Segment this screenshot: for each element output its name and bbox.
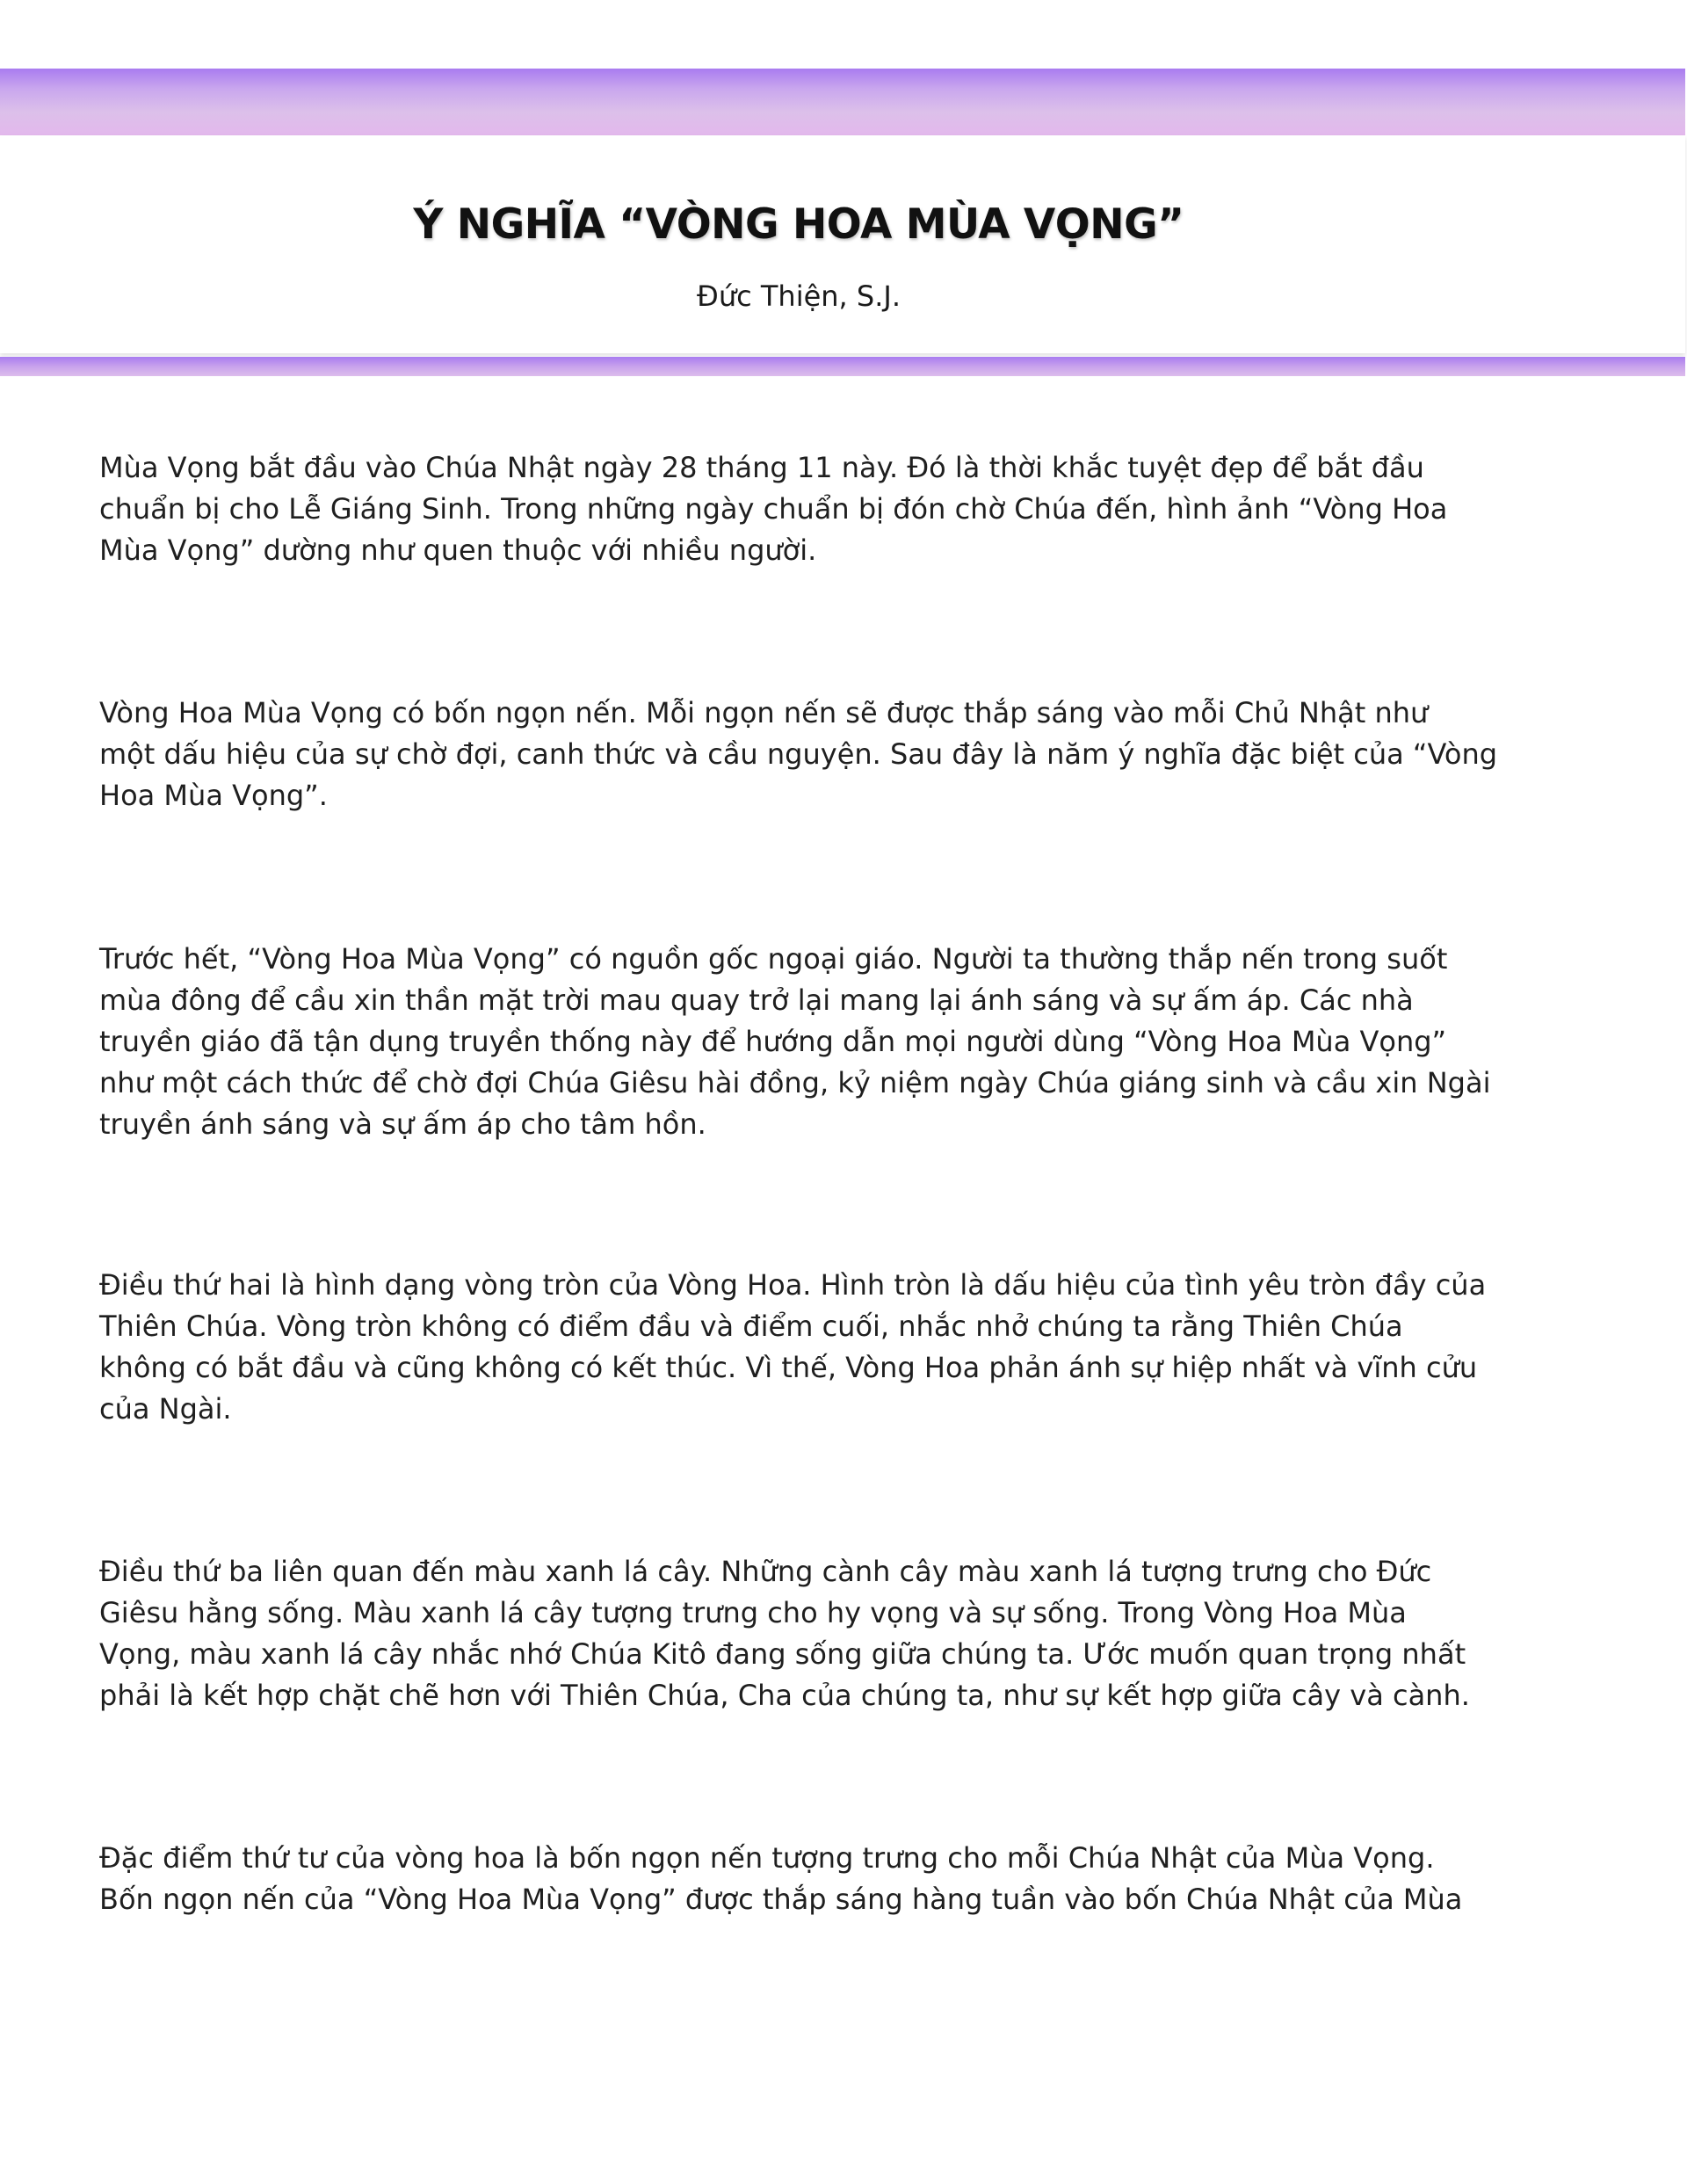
paragraph-circle (99, 1265, 1496, 1430)
paragraph-intro (99, 447, 1496, 571)
text-line: Điều thứ hai là hình dạng vòng tròn của Vòng Hoa. Hình tròn là dấu hiệu của tình yêu tròn đầy của (99, 1268, 1487, 1302)
text-line: truyền ánh sáng và sự ấm áp cho tâm hồn. (99, 1107, 706, 1141)
text-line: Giêsu hằng sống. Màu xanh lá cây tượng trưng cho hy vọng và sự sống. Trong Vòng Hoa Mùa (99, 1596, 1407, 1629)
text-line: như một cách thức để chờ đợi Chúa Giêsu hài đồng, kỷ niệm ngày Chúa giáng sinh và cầu xin Ngài (99, 1066, 1491, 1099)
text-line: Hoa Mùa Vọng”. (99, 779, 328, 812)
text-line: Mùa Vọng bắt đầu vào Chúa Nhật ngày 28 tháng 11 này. Đó là thời khắc tuyệt đẹp để bắt đầu (99, 451, 1424, 484)
text-line: Điều thứ ba liên quan đến màu xanh lá cây. Những cành cây màu xanh lá tượng trưng cho Đức (99, 1555, 1432, 1588)
page-title: Ý NGHĨA “VÒNG HOA MÙA VỌNG” (413, 200, 1184, 249)
text-line: không có bắt đầu và cũng không có kết thúc. Vì thế, Vòng Hoa phản ánh sự hiệp nhất và vĩnh cửu (99, 1351, 1478, 1384)
text-line: Thiên Chúa. Vòng tròn không có điểm đầu và điểm cuối, nhắc nhở chúng ta rằng Thiên Chúa (99, 1310, 1403, 1343)
text-line: Mùa Vọng” dường như quen thuộc với nhiều người. (99, 533, 817, 567)
paragraph-origin (99, 939, 1496, 1145)
text-line: Bốn ngọn nến của “Vòng Hoa Mùa Vọng” được thắp sáng hàng tuần vào bốn Chúa Nhật của Mùa (99, 1883, 1463, 1916)
paragraph-green (99, 1551, 1496, 1716)
paragraph-candles (99, 693, 1496, 816)
header-band-top (0, 69, 1685, 135)
header-band-bottom (0, 357, 1685, 376)
paragraph-four-candles (99, 1838, 1496, 1920)
author-line: Đức Thiện, S.J. (697, 279, 901, 313)
text-line: của Ngài. (99, 1392, 232, 1426)
text-line: Đặc điểm thứ tư của vòng hoa là bốn ngọn nến tượng trưng cho mỗi Chúa Nhật của Mùa Vọng. (99, 1841, 1435, 1875)
text-line: Vòng Hoa Mùa Vọng có bốn ngọn nến. Mỗi ngọn nến sẽ được thắp sáng vào mỗi Chủ Nhật như (99, 696, 1429, 729)
text-line: chuẩn bị cho Lễ Giáng Sinh. Trong những ngày chuẩn bị đón chờ Chúa đến, hình ảnh “Vòng Hoa (99, 492, 1448, 526)
text-line: Vọng, màu xanh lá cây nhắc nhớ Chúa Kitô đang sống giữa chúng ta. Ước muốn quan trọng nhất (99, 1637, 1466, 1671)
text-line: phải là kết hợp chặt chẽ hơn với Thiên Chúa, Cha của chúng ta, như sự kết hợp giữa cây và cành. (99, 1679, 1470, 1712)
text-line: truyền giáo đã tận dụng truyền thống này để hướng dẫn mọi người dùng “Vòng Hoa Mùa Vọng” (99, 1025, 1447, 1058)
text-line: một dấu hiệu của sự chờ đợi, canh thức và cầu nguyện. Sau đây là năm ý nghĩa đặc biệt của “Vòng (99, 737, 1498, 771)
text-line: mùa đông để cầu xin thần mặt trời mau quay trở lại mang lại ánh sáng và sự ấm áp. Các nhà (99, 983, 1414, 1017)
text-line: Trước hết, “Vòng Hoa Mùa Vọng” có nguồn gốc ngoại giáo. Người ta thường thắp nến trong suốt (99, 942, 1448, 976)
